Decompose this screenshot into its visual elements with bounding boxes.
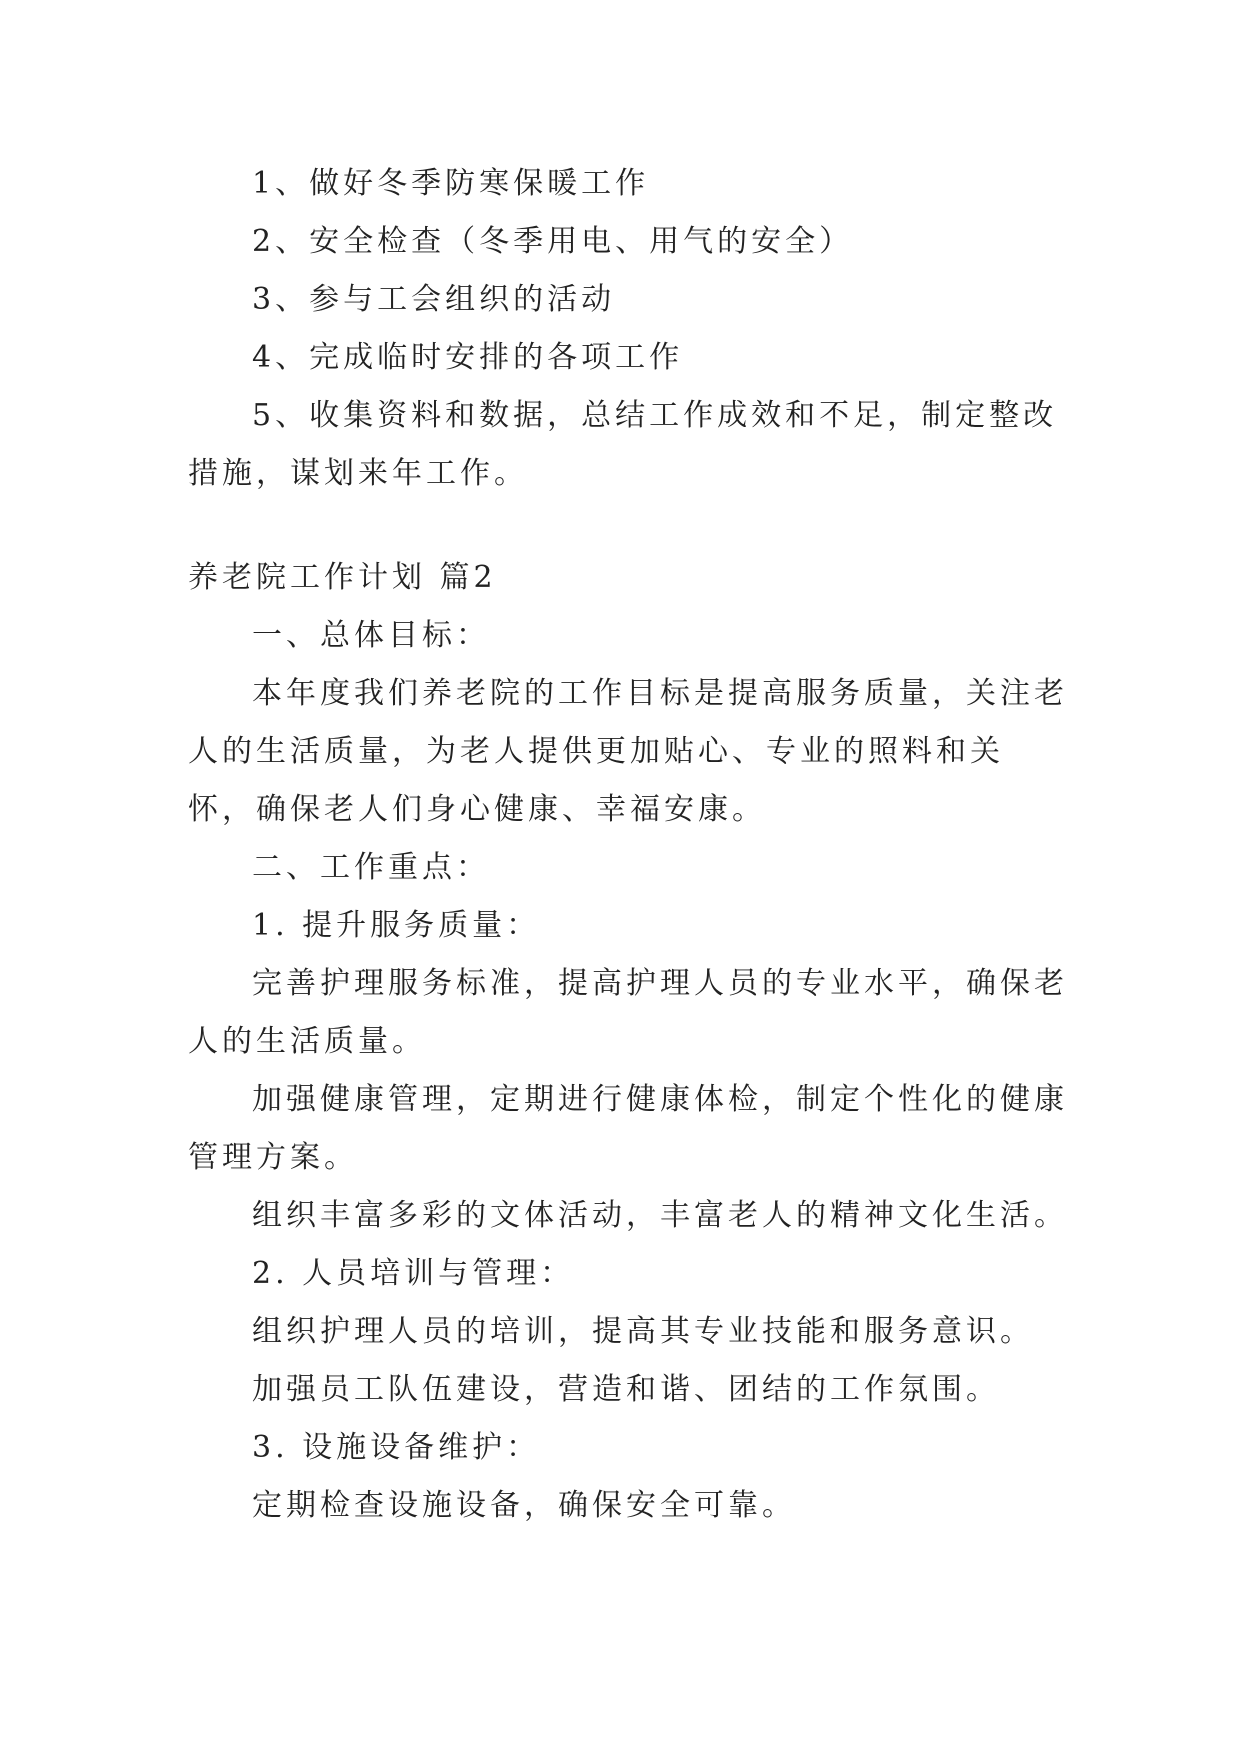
paragraph-cultural-activities: 组织丰富多彩的文体活动，丰富老人的精神文化生活。: [252, 1198, 1068, 1233]
paragraph-goal-description: 本年度我们养老院的工作目标是提高服务质量，关注老人的生活质量，为老人提供更加贴心、专业的照料和关怀，确保老人们身心健康、幸福安康。: [188, 676, 1068, 827]
list-item-winter-warmth: 1、做好冬季防寒保暖工作: [252, 166, 650, 201]
section-title: 养老院工作计划 篇2: [188, 560, 497, 595]
paragraph-care-standards: 完善护理服务标准，提高护理人员的专业水平，确保老人的生活质量。: [188, 966, 1068, 1059]
document-body: [188, 155, 1068, 1535]
subheading-staff-training: 2. 人员培训与管理：: [252, 1256, 575, 1291]
paragraph-equipment-check: 定期检查设施设备，确保安全可靠。: [252, 1488, 796, 1523]
paragraph-team-building: 加强员工队伍建设，营造和谐、团结的工作氛围。: [252, 1372, 1000, 1407]
list-item-summary-planning: 5、收集资料和数据，总结工作成效和不足，制定整改措施，谋划来年工作。: [188, 398, 1058, 491]
heading-overall-goal: 一、总体目标：: [252, 618, 490, 653]
paragraph-training: 组织护理人员的培训，提高其专业技能和服务意识。: [252, 1314, 1034, 1349]
paragraph-health-management: 加强健康管理，定期进行健康体检，制定个性化的健康管理方案。: [188, 1082, 1068, 1175]
list-item-safety-check: 2、安全检查（冬季用电、用气的安全）: [252, 224, 854, 259]
subheading-service-quality: 1. 提升服务质量：: [252, 908, 541, 943]
list-item-temporary-tasks: 4、完成临时安排的各项工作: [252, 340, 684, 375]
list-item-union-activities: 3、参与工会组织的活动: [252, 282, 616, 317]
heading-work-focus: 二、工作重点：: [252, 850, 490, 885]
subheading-facility-maintenance: 3. 设施设备维护：: [252, 1430, 541, 1465]
